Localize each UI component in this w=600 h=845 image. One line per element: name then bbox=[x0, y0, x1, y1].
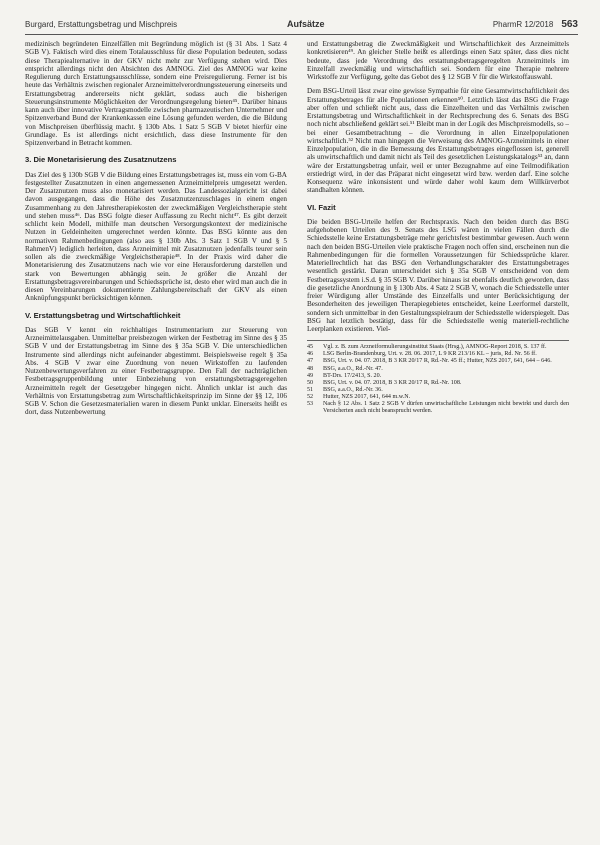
footnote bbox=[307, 373, 569, 380]
header-right bbox=[493, 19, 578, 30]
footnotes bbox=[307, 340, 569, 415]
footnote-text: LSG Berlin-Brandenburg, Urt. v. 28. 06. 2017, L 9 KR 213/16 KL – juris, Rd. Nr. 56 ff. bbox=[323, 351, 537, 358]
left-column bbox=[25, 40, 287, 417]
paragraph: Das SGB V kennt ein reichhaltiges Instrumentarium zur Steuerung von Arzneimittelausgaben. Unmittelbar preisbezogen wirken der Festbetrag im Sinne des § 35 SGB V und der Erstattungsbetrag im Sinne des § 35a SGB V. Die unterschiedlichen Instrumente sind allerdings nicht aufeinander abgestimmt. Beispielsweise regelt § 35a Abs. 4 SGB V zwar eine Zuordnung von neuen Wirkstoffen zu laufenden Nutzenbewertungsverfahren zu einer Festbetragsgruppe. Den Fall der nachträglichen Festbetragsgruppenbildung unter Einbeziehung von erstattungsbetragsgeregelten Arzneimitteln regelt der Gesetzgeber hingegen nicht. Ähnlich unklar ist auch das Verhältnis von Erstattungsbetrag zum Wirtschaftlichkeitsprinzip im Sinne der §§ 12, 106 SGB V. Schon die Gesetzesmaterialien waren in diesem Punkt unklar. Einerseits heißt es dort, dass Nutzenbewertung bbox=[25, 325, 287, 417]
footnote bbox=[307, 366, 569, 373]
footnote-number: 50 bbox=[307, 379, 314, 386]
footnote-number: 49 bbox=[307, 372, 314, 379]
footnote bbox=[307, 394, 569, 401]
footnote bbox=[307, 358, 569, 365]
section-heading: 3. Die Monetarisierung des Zusatznutzens bbox=[25, 155, 177, 165]
footnote bbox=[307, 380, 569, 387]
running-title: Burgard, Erstattungsbetrag und Mischpreis bbox=[25, 19, 178, 29]
journal-issue: PharmR 12/2018 bbox=[492, 19, 554, 29]
paragraph: Die beiden BSG-Urteile helfen der Rechtspraxis. Nach den beiden durch das BSG aufgehobenen Urteilen des 9. Senats des LSG wären in vielen Fällen durch die Schiedsstelle keine Erstattungsbeträge mehr gerichtsfest bestimmbar gewesen. Auch wenn nach den beiden BSG-Urteilen viele praktische Fragen noch offen sind, erscheinen nun die Rahmenbedingungen für die formellen Voraussetzungen für Schiedssprüche klarer. Materiellrechtlich hat das BSG den Verhandlungscharakter des Erstattungsbetrages wesentlich gestärkt. Daran unterscheidet sich § 35a SGB V entscheidend von dem Festbetragssystem i.S.d. § 35 SGB V. Darüber hinaus ist ebenfalls deutlich geworden, dass die gesetzliche Anordnung in § 130b Abs. 4 Satz 2 SGB V, wonach die Schiedsstelle unter freier Würdigung aller Umstände des Einzelfalls und unter Berücksichtigung der Besonderheiten des jeweiligen Therapiegebietes entscheidet, keine Leerformel darstellt, sondern sich unmittelbar in den Gestaltungsspielraum der Schiedsstelle widerspiegelt. Das BSG hat letztlich bestätigt, dass für die Schiedsstelle wenig materiell-rechtliche Leerplanken existieren. Viel- bbox=[307, 217, 569, 333]
section-heading: V. Erstattungsbetrag und Wirtschaftlichkeit bbox=[25, 310, 181, 320]
footnote-number: 51 bbox=[307, 386, 314, 393]
footnote-text: Nach § 12 Abs. 1 Satz 2 SGB V dürfen unwirtschaftliche Leistungen nicht bewirkt und durch den Versicherten auch nicht beansprucht werden. bbox=[323, 401, 569, 415]
footnote-text: BSG, a.a.O., Rd.-Nr. 47. bbox=[323, 365, 383, 372]
paragraph: Das Ziel des § 130b SGB V die Bildung eines Erstattungsbetrages ist, muss ein vom G-BA festgestellter Zusatznutzen in einen angemessenen Arzneimittelpreis umgesetzt werden. Der Zusatznutzen muss also monetarisiert werden. Das Landessozialgericht ist dabei davon ausgegangen, dass die Höhe des Zusatznutzenzuschlages in einem engen Zusammenhang zu den Jahrestherapiekosten der zweckmäßigen Vergleichstherapie steht und stehen muss⁴⁶. Das BSG folgte dieser Auffassung zu Recht nicht⁴⁷. Es gibt derzeit schlicht kein Modell, mithilfe man deutschen Versorgungskontext der medizinische Nutzen in Geldeinheiten umgerechnet werden könnte. Das BSG könnte aus den normativen Rahmenbedingungen (also aus § 130b Abs. 3 Satz 1 SGB V und § 5 RahmenV) lediglich herleiten, dass Arzneimittel mit Zusatznutzen jedenfalls teurer sein sollen als die zweckmäßige Vergleichstherapie⁴⁸. In der Praxis wird daher die Monetarisierung des Zusatznutzens nach wie vor eine Herausforderung darstellen und stark von Bewertungen abhängig sein. Je größer die Anzahl der Erstattungsbetragsvereinbarungen und Schiedssprüche ist, desto eher wird man auch die in diesen Vereinbarungen dokumentierte Zahlungsbereitschaft der GKV als einen Anknüpfungspunkt berücksichtigen können. bbox=[25, 170, 287, 303]
footnote-text: Hutter, NZS 2017, 641, 644 m.w.N. bbox=[323, 393, 411, 400]
footnote bbox=[307, 401, 569, 415]
footnote-text: BSG, Urt. v. 04. 07. 2018, B 3 KR 20/17 R, Rd.-Nr. 108. bbox=[323, 379, 462, 386]
right-column bbox=[307, 40, 569, 415]
footnote-number: 45 bbox=[307, 344, 314, 351]
paragraph: medizinisch begründeten Einzelfällen mit Begründung möglich ist (§ 31 Abs. 1 Satz 4 SGB V). Faktisch wird dies einem Totalausschluss für diese Population bedeuten, sodass diese Therapiealternative in der GKV nicht mehr zur Verfügung stehen wird. Dies entspricht allerdings nicht den Absichten des AMNOG. Ziel des AMNOG war keine Regulierung durch Erstattungsausschlüsse, sondern eine Preisregulierung. Ferner ist bis heute das Verhältnis zwischen regionaler Arzneimittelverordnungssteuerung einerseits und Erstattungsbetrag andererseits nicht geklärt, sodass auch die bisherigen Steuerungsinstrumente Möglichkeiten der Verordnungsregelung bieten⁴⁵. Darüber hinaus kann auch über innovative Vertragsmodelle zwischen pharmazeutischen Unternehmer und Spitzenverband Bund der Krankenkassen eine Lösung gefunden werden, die die Bildung von Mischpreisen überflüssig macht. § 130b Abs. 1 Satz 5 SGB V bietet hierfür eine Grundlage. Es ist allerdings nicht ersichtlich, dass diese Instrumente für den Spitzenverband in Betracht kommen. bbox=[25, 40, 287, 147]
paragraph: und Erstattungsbetrag die Zweckmäßigkeit und Wirtschaftlichkeit des Arzneimittels konkretisieren⁴⁹. An gleicher Stelle heißt es allerdings einen Satz später, dass dies nicht bedeute, dass jede Verordnung des erstattungsbetragsgeregelten Arzneimittels im Einzelfall zweckmäßig und wirtschaftlich sei. Sondern für eine Therapie mehrere Wirkstoffe zur Verfügung, gelte das Gebot des § 12 SGB V für die Wirkstoffauswahl. bbox=[307, 40, 569, 81]
footnote-text: BSG, a.a.O., Rd.-Nr. 36. bbox=[323, 386, 383, 393]
footnote-number: 53 bbox=[307, 401, 314, 407]
footnote bbox=[307, 387, 569, 394]
footnote-text: BSG, Urt. v. 04. 07. 2018, B 3 KR 20/17 R, Rd.-Nr. 45 ff.; Hutter, NZS 2017, 641, 644 – 646. bbox=[323, 358, 552, 365]
footnote-number: 47 bbox=[307, 358, 314, 365]
paragraph: Dem BSG-Urteil lässt zwar eine gewisse Sympathie für eine Gesamtwirtschaftlichkeit des Erstattungsbetrages für alle Populationen erkennen⁵⁰. Letztlich lässt das BSG die Frage aber offen und schließt nicht aus, dass die Einzelheiten und das Verhältnis zwischen Erstattungsbetrag und Wirtschaftlichkeit in der Rechtsprechung des 6. Senats des BSG noch nicht abschließend geklärt sei.⁵¹ Bleibt man in der Logik des Mischpreismodells, so – bei einer Gesamtbetrachtung – die Verordnung in allen Einzelpopulationen wirtschaftlich.⁵² Nicht man hingegen die Verweisung des AMNOG-Arzneimittels in einer Einzelpopulation, die in die Bemessung des Erstattungsbetrages eingeflossen ist, generell als unwirtschaftlich und damit nicht als Teil des gesetzlichen Leistungskatalogs⁵³ an, dann wäre der Erstattungsbetrag unfair, weil er unter Bezugnahme auf eine Teilmodifikation erstiedrigt wird, in der das Präparat nicht eingesetzt wird bzw. werden darf. Eine solche Konsequenz wäre inkonsistent und würde daher wohl kaum dem Willkürverbot standhalten können. bbox=[307, 87, 569, 195]
footnote-text: BT-Drs. 17/2413, S. 20. bbox=[323, 372, 382, 379]
footnote-number: 52 bbox=[307, 393, 314, 400]
footnote-number: 46 bbox=[307, 351, 314, 358]
section-heading: VI. Fazit bbox=[307, 202, 336, 212]
footnote-number: 48 bbox=[307, 365, 314, 372]
running-header bbox=[25, 16, 578, 35]
footnote-text: Vgl. z. B. zum Arzneiformulierungsinstitut Staats (Hrsg.), AMNOG-Report 2018, S. 137 ff. bbox=[323, 344, 547, 351]
page-number: 563 bbox=[561, 18, 578, 30]
section-label: Aufsätze bbox=[287, 19, 325, 29]
